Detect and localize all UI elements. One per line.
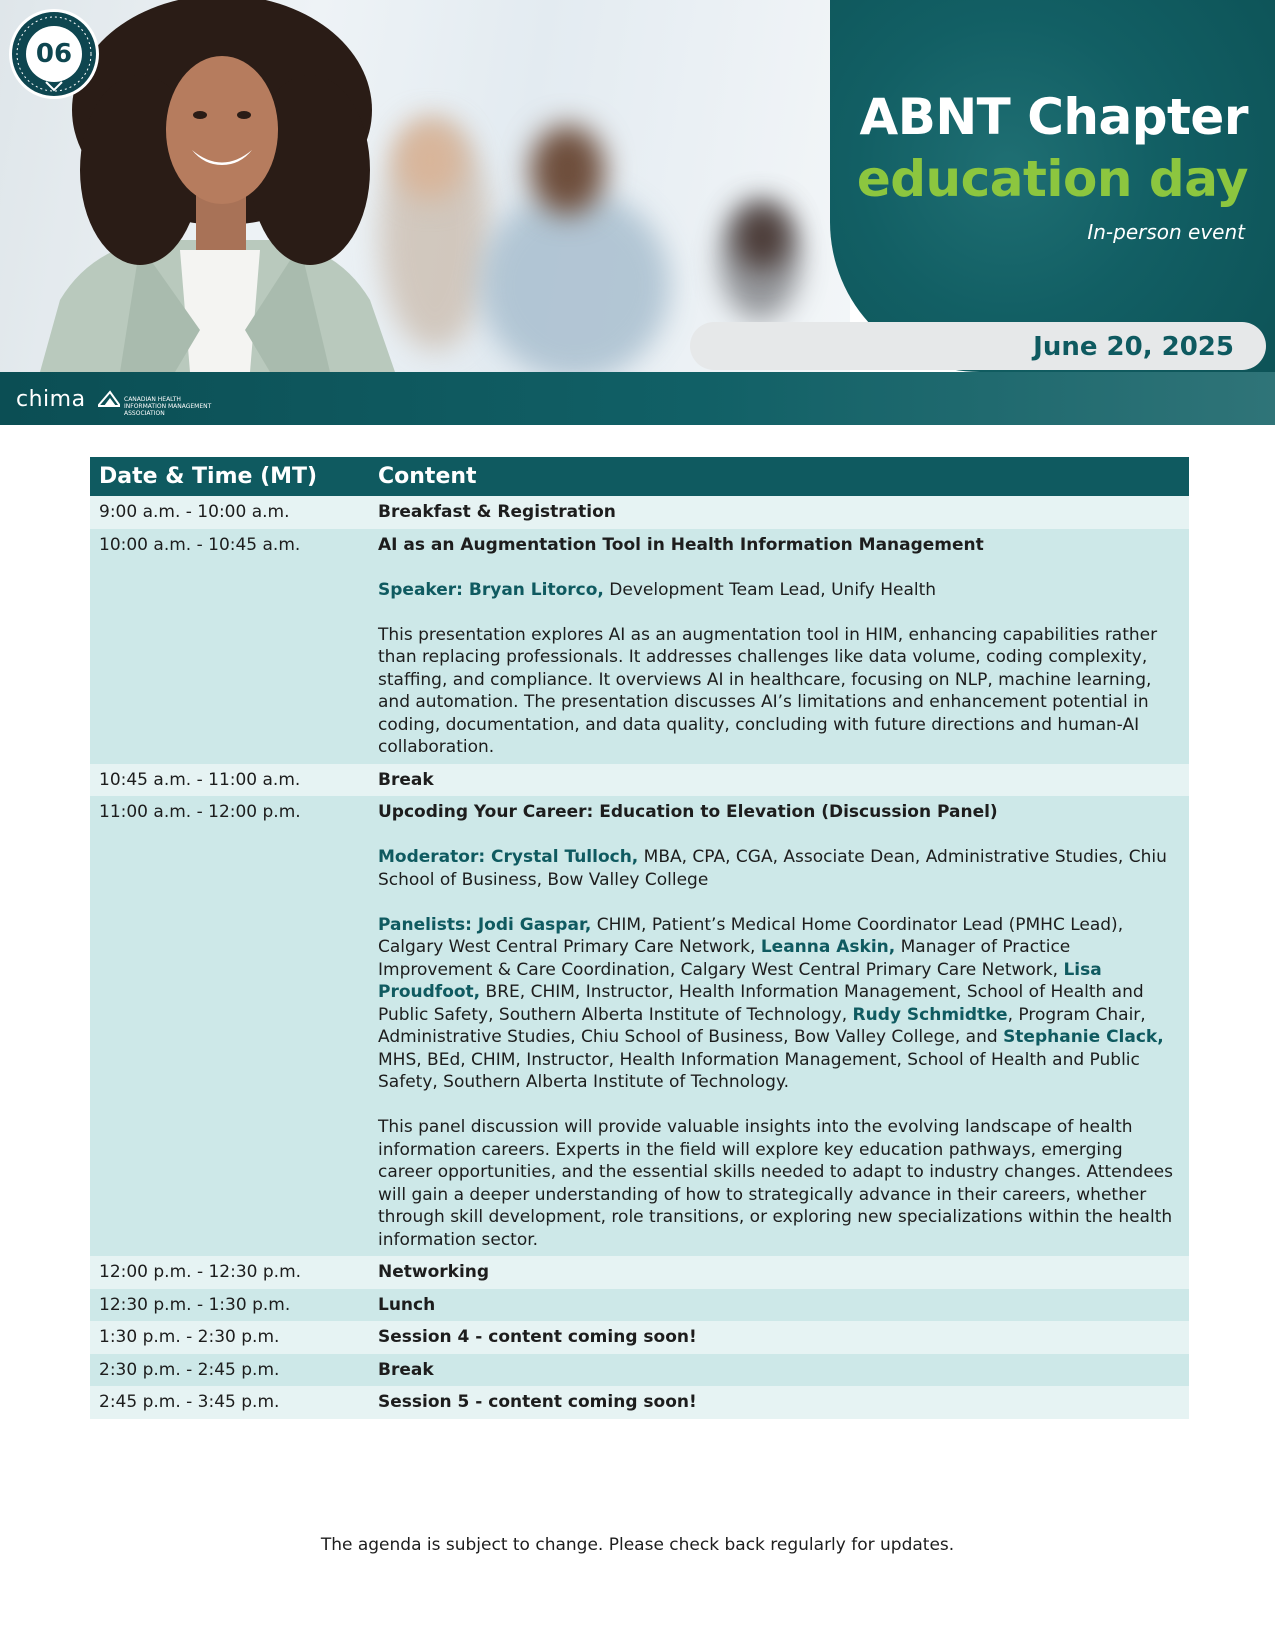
hero-photo (0, 0, 850, 372)
table-row (90, 529, 1189, 764)
badge-number: 06 (35, 39, 73, 69)
header-banner (0, 0, 1275, 425)
row-time: 10:00 a.m. - 10:45 a.m. (99, 534, 301, 555)
row-title: Session 4 - content coming soon! (378, 1327, 697, 1347)
table-row (90, 1386, 1189, 1419)
row-time: 10:45 a.m. - 11:00 a.m. (99, 769, 301, 790)
row-title: Session 5 - content coming soon! (378, 1392, 697, 1412)
panelists-line (378, 914, 1179, 1094)
speaker-line (378, 579, 1179, 602)
table-row (90, 1321, 1189, 1354)
chima-tagline: CANADIAN HEALTH INFORMATION MANAGEMENT ASSOCIATION (124, 396, 212, 417)
row-time: 1:30 p.m. - 2:30 p.m. (99, 1327, 280, 1347)
moderator-name: Moderator: Crystal Tulloch, (378, 847, 639, 867)
table-header (90, 457, 1189, 496)
disclaimer-text: The agenda is subject to change. Please check back regularly for updates. (320, 1535, 955, 1555)
event-date: June 20, 2025 (1033, 332, 1234, 362)
panelist-name: Stephanie Clack, (1003, 1027, 1164, 1047)
row-content (378, 796, 1189, 1256)
panelist-name: Panelists: Jodi Gaspar, (378, 914, 592, 935)
moderator-line (378, 846, 1179, 891)
table-row (90, 1354, 1189, 1387)
row-title: Lunch (378, 1294, 436, 1315)
cpe-credits-badge (9, 9, 99, 99)
row-title: Networking (378, 1262, 490, 1282)
row-title: Break (378, 1359, 434, 1380)
row-time: 12:30 p.m. - 1:30 p.m. (99, 1294, 291, 1315)
speaker-detail: Development Team Lead, Unify Health (603, 579, 937, 600)
agenda-table (90, 457, 1189, 1419)
row-title: Break (378, 769, 434, 790)
event-format: In-person event (1087, 220, 1245, 244)
chima-logo-text: chima (16, 387, 86, 412)
col-header-time: Date & Time (MT) (99, 464, 318, 489)
row-time: 2:30 p.m. - 2:45 p.m. (99, 1359, 280, 1380)
event-title: ABNT Chapter (859, 88, 1248, 146)
table-row (90, 796, 1189, 1256)
session-title: AI as an Augmentation Tool in Health Information Management (378, 534, 984, 555)
session-description: This presentation explores AI as an augmentation tool in HIM, enhancing capabilities rather than replacing professionals. It addresses challenges like data volume, coding complexity, staffing, and compliance. It overviews AI in healthcare, focusing on NLP, machine learning, and automation. The presentation discusses AI’s limitations and enhancement potential in coding, documentation, and data quality, concluding with future directions and human-AI collaboration. (378, 624, 1158, 757)
panelist-detail: MHS, BEd, CHIM, Instructor, Health Information Management, School of Health and Public Safety, Southern Alberta Institute of Technology. (378, 1049, 1140, 1092)
col-header-content: Content (378, 464, 477, 489)
panelist-detail: Manager of Practice Improvement & Care Coordination, Calgary West Central Primary Care Network, (378, 937, 1071, 980)
panelist-name: Lisa Proudfoot, (378, 959, 1102, 1002)
row-time: 12:00 p.m. - 12:30 p.m. (99, 1262, 302, 1282)
event-date-pill (690, 322, 1266, 370)
row-title: Breakfast & Registration (378, 502, 616, 522)
row-content (378, 529, 1189, 764)
moderator-detail: MBA, CPA, CGA, Associate Dean, Administrative Studies, Chiu School of Business, Bow Valley College (378, 847, 1167, 890)
speaker-name: Speaker: Bryan Litorco, (378, 579, 604, 600)
panelist-detail: , Program Chair, Administrative Studies, Chiu School of Business, Bow Valley College, and (378, 1004, 1146, 1047)
event-subtitle-green: education day (856, 150, 1248, 208)
table-row (90, 1256, 1189, 1289)
table-row (90, 764, 1189, 797)
table-row (90, 496, 1189, 529)
panelist-name: Leanna Askin, (760, 937, 896, 957)
panelist-detail: CHIM, Patient’s Medical Home Coordinator Lead (PMHC Lead), Calgary West Central Primary Care Network, (378, 914, 1124, 957)
table-row (90, 1289, 1189, 1322)
row-time: 2:45 p.m. - 3:45 p.m. (99, 1392, 280, 1412)
panelist-detail: BRE, CHIM, Instructor, Health Information Management, School of Health and Public Safety, Southern Alberta Institute of Technology, (378, 982, 1144, 1025)
session-description: This panel discussion will provide valuable insights into the evolving landscape of health information careers. Experts in the field will explore key education pathways, emerging career opportunities, and the essential skills needed to adapt to industry changes. Attendees will gain a deeper understanding of how to strategically advance in their careers, whether through skill development, role transitions, or exploring new specializations within the health information sector. (378, 1117, 1173, 1250)
row-time: 9:00 a.m. - 10:00 a.m. (99, 502, 290, 522)
session-title: Upcoding Your Career: Education to Elevation (Discussion Panel) (378, 802, 998, 822)
row-time: 11:00 a.m. - 12:00 p.m. (99, 802, 301, 822)
chima-logo-icon (98, 390, 120, 408)
panelist-name: Rudy Schmidtke (852, 1004, 1008, 1025)
